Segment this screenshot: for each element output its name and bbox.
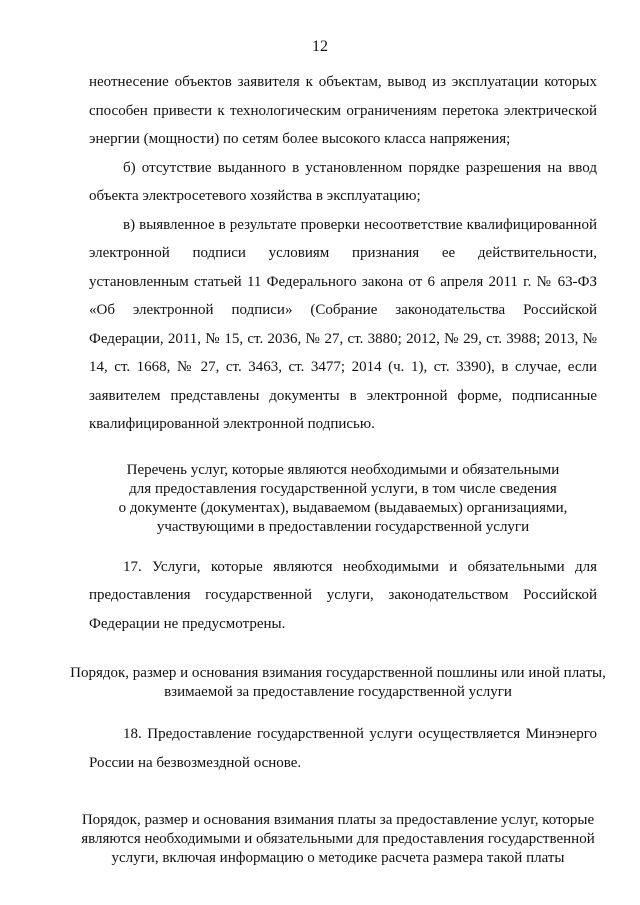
- paragraph-18: 18. Предоставление государственной услуги осуществляется Минэнерго России на безвозмездной основе.: [89, 726, 597, 771]
- heading-line: являются необходимыми и обязательными для предоставления государственной: [81, 831, 595, 847]
- heading-line: взимаемой за предоставление государственной услуги: [164, 684, 512, 700]
- section-heading-services-list: [79, 461, 607, 537]
- heading-line: участвующими в предоставлении государственной услуги: [156, 518, 530, 535]
- heading-line: Перечень услуг, которые являются необходимыми и обязательными: [126, 461, 560, 478]
- section-heading-state-fee: [49, 664, 627, 702]
- document-body: [70, 68, 606, 868]
- section-heading-fee-calculation: [59, 811, 617, 868]
- heading-line: для предоставления государственной услуги, в том числе сведения: [129, 480, 557, 497]
- page-number: 12: [312, 38, 328, 55]
- heading-line: о документе (документах), выдаваемом (выдаваемых) организациями,: [118, 499, 568, 516]
- heading-line: Порядок, размер и основания взимания платы за предоставление услуг, которые: [81, 812, 595, 828]
- paragraph-item-v: в) выявленное в результате проверки несоответствие квалифицированной электронной подписи условиям признания ее действительности, установленным статьей 11 Федерального закона от 6 апреля 2011 г. № 63-ФЗ «Об электронной подписи» (Собрание законодательства Российской Федерации, 2011, № 15, ст. 2036, № 27, ст. 3880; 2012, № 29, ст. 3988; 2013, № 14, ст. 1668, № 27, ст. 3463, ст. 3477; 2014 (ч. 1), ст. 3390), в случае, если заявителем представлены документы в электронной форме, подписанные квалифицированной электронной подписью.: [89, 216, 597, 432]
- heading-line: услуги, включая информацию о методике расчета размера такой платы: [111, 850, 565, 866]
- paragraph-continuation: неотнесение объектов заявителя к объектам, вывод из эксплуатации которых способен привести к технологическим ограничениям перетока электрической энергии (мощности) по сетям более высокого класса напряжения;: [89, 74, 597, 147]
- paragraph-17: 17. Услуги, которые являются необходимыми и обязательными для предоставления государственной услуги, законодательством Российской Федерации не предусмотрены.: [89, 558, 597, 632]
- paragraph-item-b: б) отсутствие выданного в установленном порядке разрешения на ввод объекта электросетевого хозяйства в эксплуатацию;: [89, 159, 597, 204]
- heading-line: Порядок, размер и основания взимания государственной пошлины или иной платы,: [70, 665, 606, 681]
